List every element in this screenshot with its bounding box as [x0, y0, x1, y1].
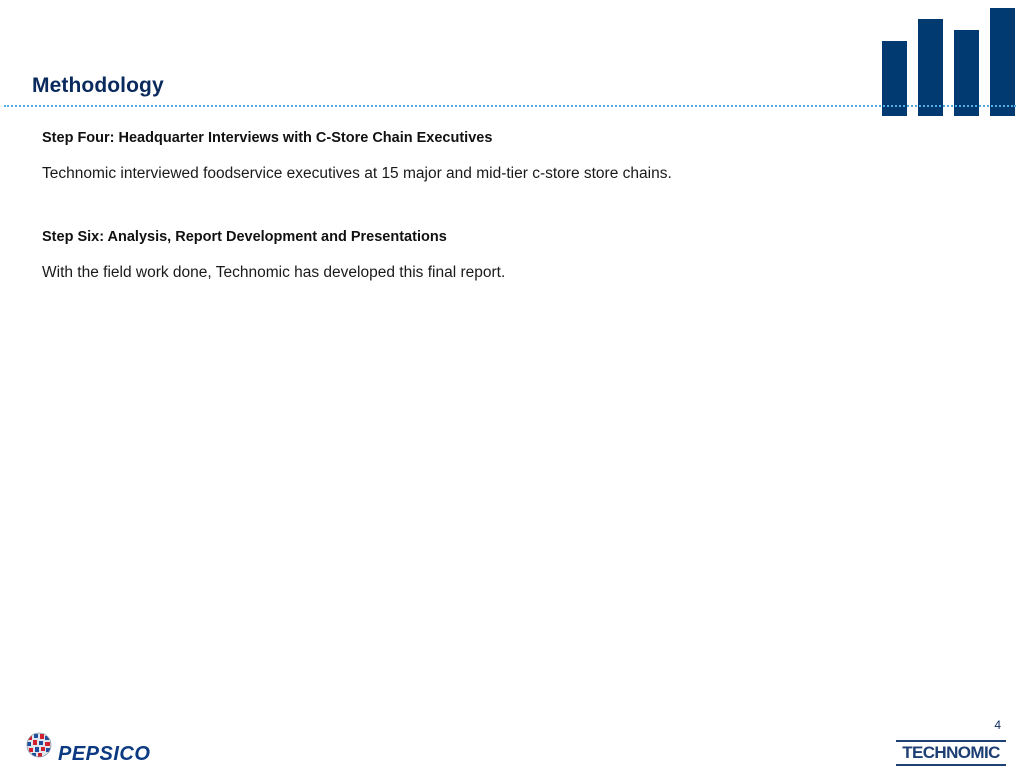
header-bar	[990, 8, 1015, 116]
page-number: 4	[994, 718, 1001, 732]
step-heading: Step Four: Headquarter Interviews with C-Store Chain Executives	[42, 130, 493, 146]
slide-content	[42, 128, 982, 284]
pepsico-globe-icon	[26, 732, 52, 758]
technomic-logo	[896, 738, 1006, 768]
technomic-top-rule	[896, 740, 1006, 742]
title-divider	[4, 105, 1016, 107]
step-four-block	[42, 128, 982, 185]
step-text: Technomic interviewed foodservice executives at 15 major and mid-tier c-store store chains.	[42, 165, 672, 182]
header-bar	[954, 30, 979, 116]
technomic-wordmark: TECHNOMIC	[902, 743, 1000, 762]
slide-title: Methodology	[32, 74, 164, 97]
pepsico-logo	[26, 728, 176, 768]
header-bar	[918, 19, 943, 116]
step-text: With the field work done, Technomic has developed this final report.	[42, 264, 506, 281]
technomic-bottom-rule	[896, 764, 1006, 766]
step-heading: Step Six: Analysis, Report Development and Presentations	[42, 229, 447, 245]
header-bar-graphic	[882, 0, 1016, 116]
step-six-block	[42, 227, 982, 284]
pepsico-wordmark: PEPSICO	[58, 743, 151, 765]
